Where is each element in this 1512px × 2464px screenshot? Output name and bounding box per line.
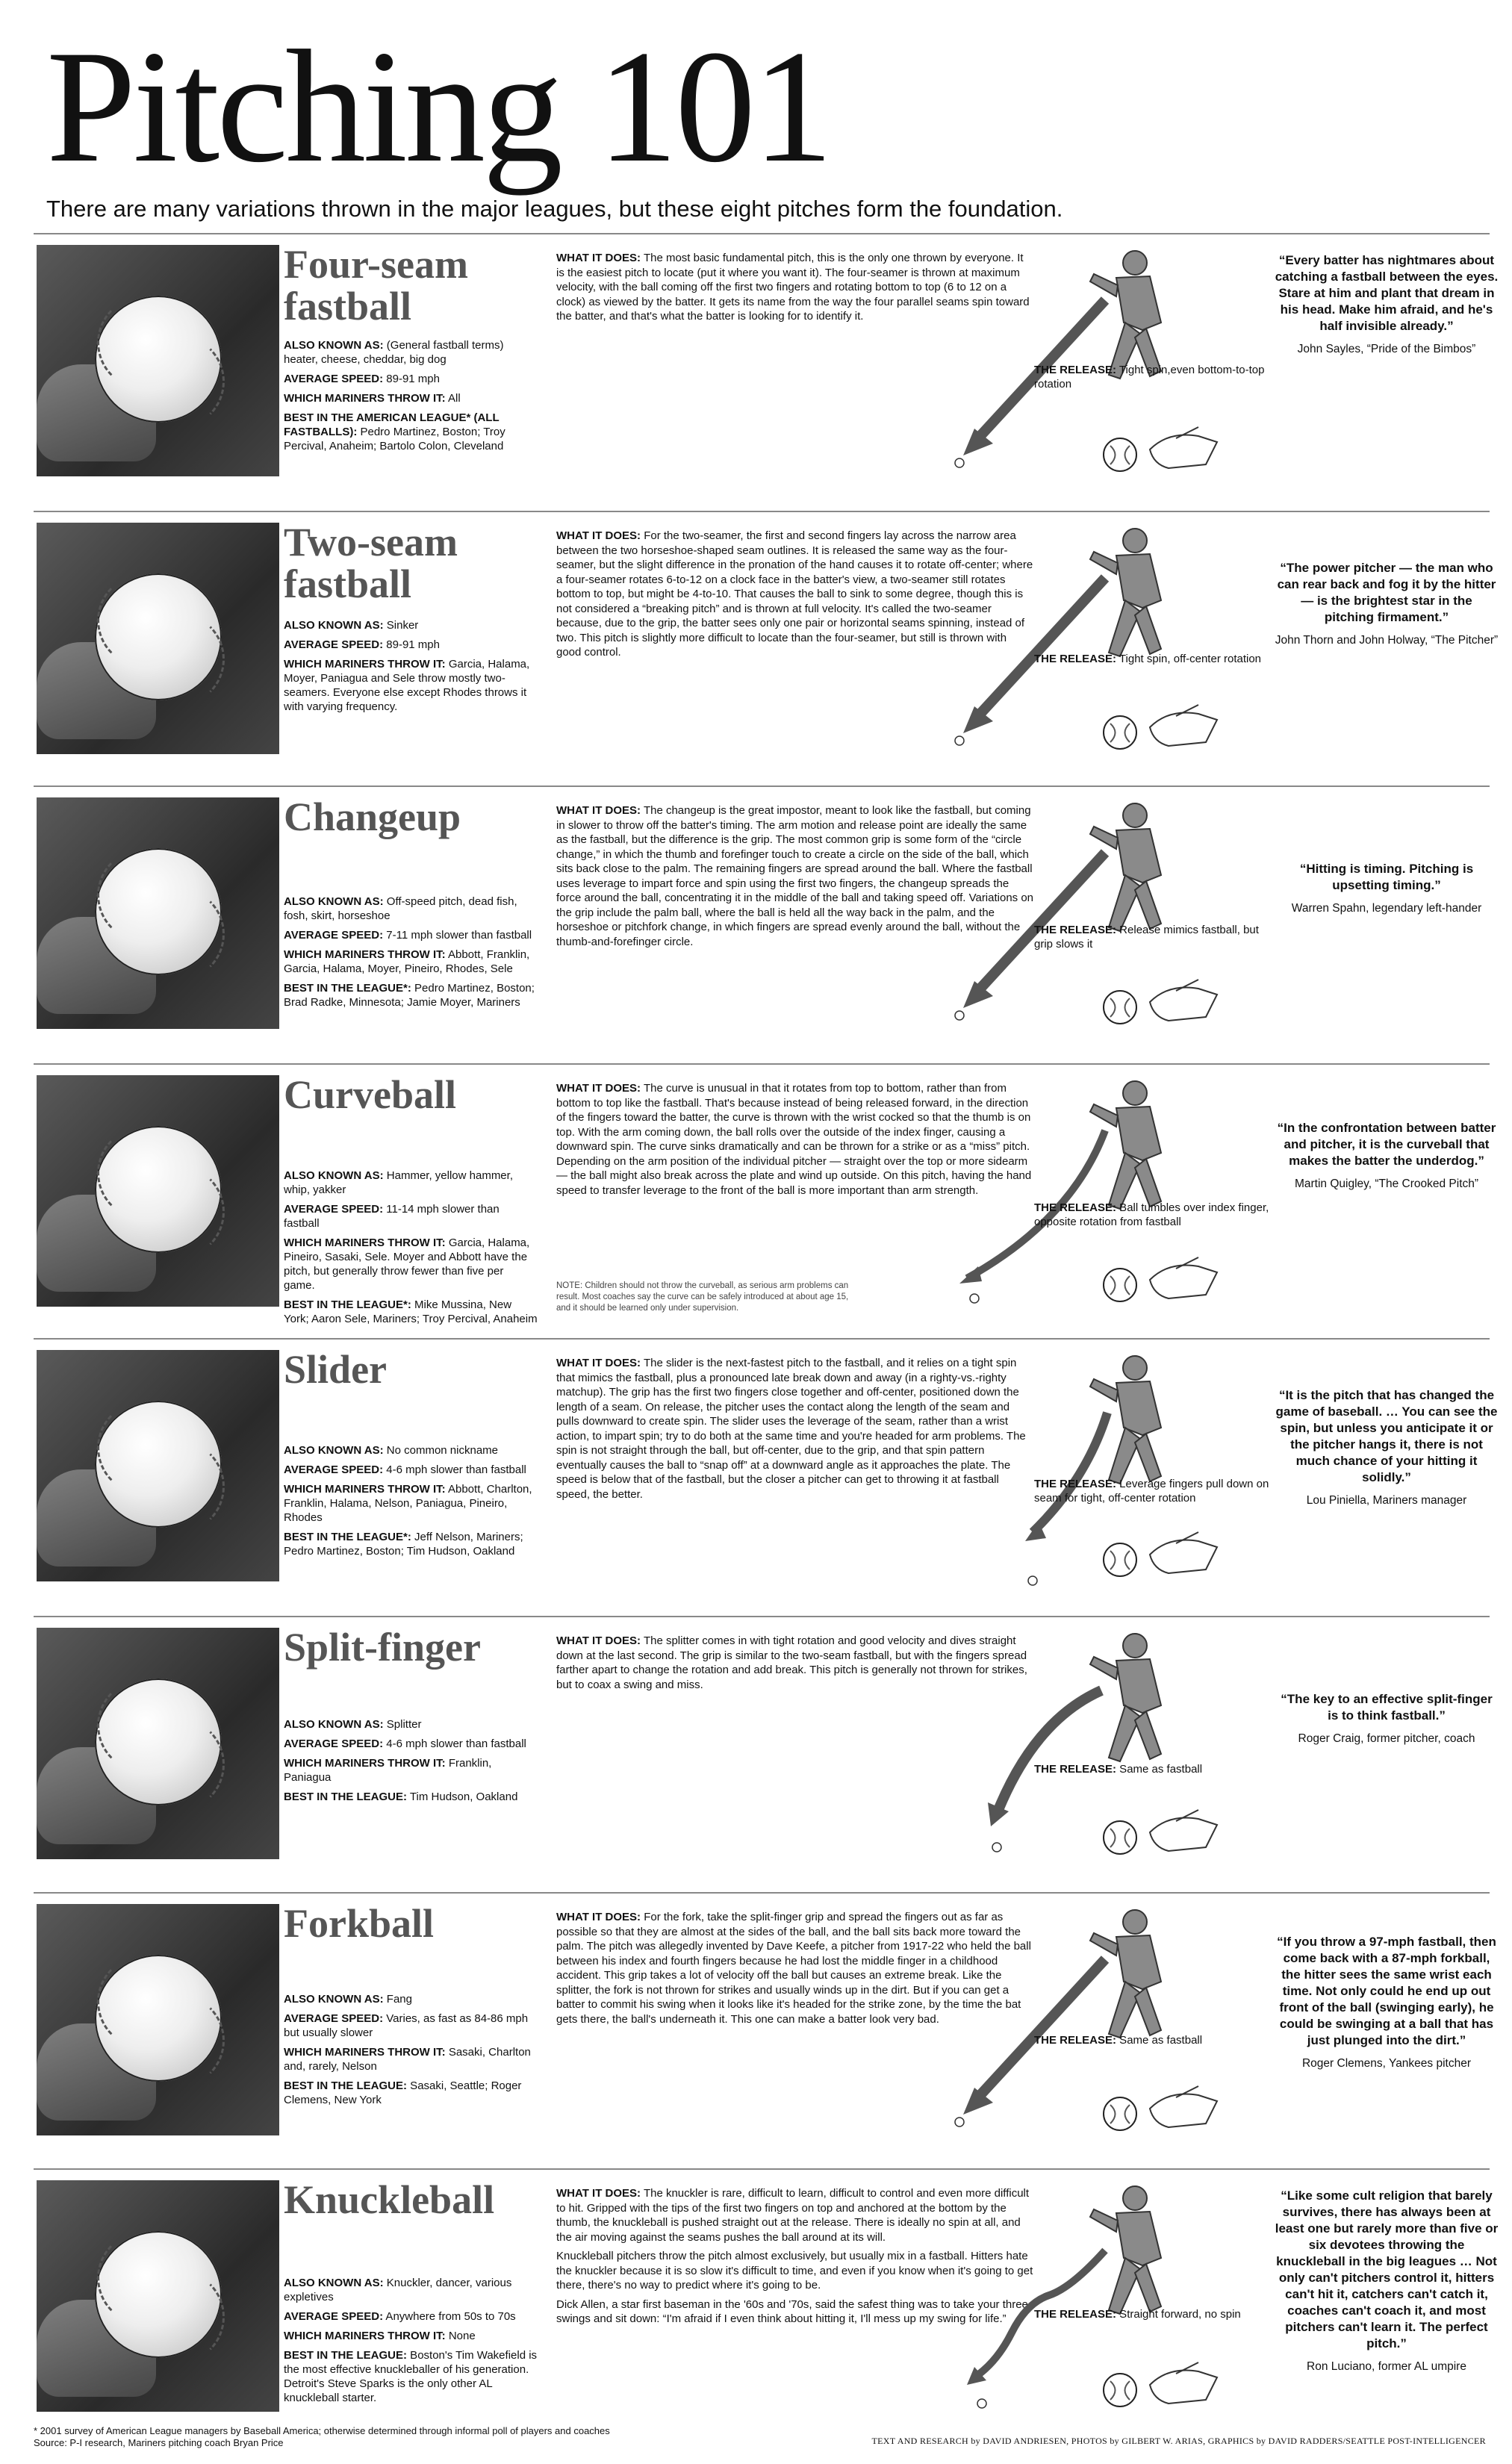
detail-label: ALSO KNOWN AS: [284,1169,384,1182]
pitch-details [284,1717,538,1809]
release-label: THE RELEASE: [1034,1201,1117,1214]
detail-text: Pedro Martinez, Boston; Troy Percival, Anaheim; Bartolo Colon, Cleveland [284,426,505,452]
detail-text: Abbott, Franklin, Garcia, Halama, Moyer, Pineiro, Rhodes, Sele [284,948,530,975]
pitch-details [284,1443,538,1564]
detail-text: Tim Hudson, Oakland [407,1791,518,1803]
what-label: WHAT IT DOES: [556,804,641,817]
release-label: THE RELEASE: [1034,653,1117,665]
detail-row [284,1756,538,1785]
quote-attribution: Ron Luciano, former AL umpire [1307,2360,1466,2373]
release-text [1034,2307,1273,2321]
what-text: The splitter comes in with tight rotation and good velocity and dives straight down at the last second. The grip is similar to the two-seam fastball, but with the fingers spread farther apart to change the rotation and add break. This pitch is generally not thrown for strikes, but to coax a swing and miss. [556,1634,1027,1691]
section-divider [34,1338,1490,1340]
trajectory-arrow [978,853,1105,991]
detail-row [284,2079,538,2107]
what-text: The most basic fundamental pitch, this is the only one thrown by everyone. It is the easiest pitch to locate (put it where you want it). The four-seamer is thrown at maximum velocity, with the ball coming off the first two fingers and rotating bottom to top (6 to 12 on a clock) as viewed by the batter. It gets its name from the way the four parallel seams spin toward the batter, and that's what the batter is looking for to identify it. [556,252,1030,323]
pitch-slider [34,1343,1498,1611]
detail-text: 7-11 mph slower than fastball [383,929,532,942]
quote-attribution: John Sayles, “Pride of the Bimbos” [1297,343,1476,355]
detail-row [284,1530,538,1558]
grip-photo [37,245,279,476]
safety-note: NOTE: Children should not throw the curveball, as serious arm problems can result. Most coaches say the curve can be safely introduced at about age 15, and it should be learned only under supervision. [556,1281,849,1313]
release-ball-icon [1104,991,1136,1024]
release-hand-icon [1150,705,1217,746]
release-text [1034,923,1273,951]
pitcher-icon [1090,1910,1161,2038]
grip-photo [37,2180,279,2412]
section-divider [34,2168,1490,2170]
detail-row [284,948,538,976]
pitch-four-seam-fastball [34,237,1499,506]
detail-text: None [445,2330,476,2342]
detail-label: WHICH MARINERS THROW IT: [284,392,446,405]
baseball-icon [95,1955,222,2082]
trajectory-arrow [978,1959,1105,2097]
detail-label: BEST IN THE LEAGUE*: [284,1531,411,1543]
what-text: The changeup is the great impostor, meant to look like the fastball, but coming in slower to throw off the batter's timing. The arm motion and release point are ideally the same as the fastball, but the difference is the grip. The most common grip is some form of the “circle change,” in which the thumb and forefinger touch to create a circle on the side of the ball, which sits back close to the palm. The remaining fingers are spread around the ball. Where the fastball uses leverage to impart force and spin using the first two fingers, the changeup spreads the force around the ball, concentrating it in the middle of the ball and taking speed off. Variations on the grip include the palm ball, where the ball is held all the way back in the palm, and the horseshoe or pitchfork change, in which fingers are spread evenly around the ball, without the thumb-and-forefinger circle. [556,804,1034,948]
release-label: THE RELEASE: [1034,2308,1117,2321]
detail-text: Jeff Nelson, Mariners; Pedro Martinez, Boston; Tim Hudson, Oakland [284,1531,523,1558]
detail-text: Fang [383,1993,412,2006]
what-label: WHAT IT DOES: [556,252,641,264]
detail-row [284,638,538,652]
detail-row [284,2329,538,2343]
pitcher-figure [847,518,1236,765]
release-desc: Release mimics fastball, but grip slows it [1034,924,1259,951]
detail-label: WHICH MARINERS THROW IT: [284,1483,446,1496]
pitch-knuckleball [34,2173,1499,2442]
release-desc: Tight spin,even bottom-to-top rotation [1034,364,1265,391]
pitcher-figure [847,2176,1236,2422]
detail-label: BEST IN THE LEAGUE*: [284,982,411,995]
detail-text: Sasaki, Charlton and, rarely, Nelson [284,2046,531,2073]
what-text: Dick Allen, a star first baseman in the '60s and '70s, said the safest thing was to take your three swings and sit down: “I'm afraid if I even think about hitting it, I'll mess up my swing for life.” [556,2297,1028,2325]
what-text: For the fork, take the split-finger grip and spread the fingers out as far as possible so that they are almost at the sides of the ball, and the ball sits back more toward the palm. The pitch was allegedly invented by Dave Keefe, a pitcher from 1917-22 who held the ball between his index and fourth fingers because he had lost the middle finger in a childhood accident. This grip takes a lot of velocity off the ball but causes an extreme break. Like the splitter, the fork is not thrown for strikes and usually winds up in the dirt. But if you can get a batter to commit his swing when it looks like it's headed for the strike zone, by the time the bat gets there, the ball's underneath it. This one can make a batter look very bad. [556,1911,1031,2026]
release-ball-icon [1104,1543,1136,1576]
detail-row [284,1717,538,1732]
quote-attribution: Roger Clemens, Yankees pitcher [1301,2057,1471,2070]
what-text: The curve is unusual in that it rotates from top to bottom, rather than from bottom to top like the fastball. That's because instead of being released forward, in the direction of the fingers toward the batter, the curve is thrown with the wrist cocked so that the thumb is on top. With the arm coming down, the ball rolls over the outside of the index finger, causing a downward spin. The curve sinks dramatically and can be thrown for a strike or as a “miss” pitch. Depending on the arm position of the individual pitcher — straight over the top or more sidearm — the ball might also break across the plate and wind up outside. On this pitch, having the hand speed to transfer leverage to the front of the ball is more important than arm strength. [556,1082,1032,1197]
release-hand-icon [1150,1532,1217,1573]
detail-row [284,1298,538,1326]
detail-label: WHICH MARINERS THROW IT: [284,948,446,961]
pitch-quote [1275,861,1499,916]
release-label: THE RELEASE: [1034,924,1117,936]
detail-text: Garcia, Halama, Moyer, Paniagua and Sele throw mostly two-seamers. Everyone else except Rhodes throws it with varying frequency. [284,658,530,713]
detail-label: WHICH MARINERS THROW IT: [284,1236,446,1249]
release-text [1034,363,1273,391]
pitch-quote [1275,1691,1499,1746]
pitcher-icon [1090,529,1161,656]
quote-text: “In the confrontation between batter and pitcher, it is the curveball that makes the batter the underdog.” [1277,1121,1496,1168]
detail-row [284,391,538,405]
detail-text: Anywhere from 50s to 70s [383,2310,516,2323]
detail-label: AVERAGE SPEED: [284,1463,384,1476]
grip-photo [37,1075,279,1307]
quote-text: “The key to an effective split-finger is to think fastball.” [1281,1692,1493,1723]
grip-photo [37,797,279,1029]
what-label: WHAT IT DOES: [556,1911,641,1923]
detail-row [284,1790,538,1804]
detail-label: AVERAGE SPEED: [284,373,384,385]
what-label: WHAT IT DOES: [556,1634,641,1647]
release-ball-icon [1104,716,1136,749]
detail-row [284,1443,538,1457]
grip-photo [37,1350,279,1581]
release-hand-icon [1150,1257,1217,1298]
pitch-name: Slider [284,1347,388,1392]
release-label: THE RELEASE: [1034,364,1117,376]
page-subtitle: There are many variations thrown in the major leagues, but these eight pitches form the foundation. [46,196,1063,222]
quote-text: “Like some cult religion that barely survives, there has always been at least one but rarely more than five or six devotees throwing the knuckleball in the big leagues … Not only can't pitchers control it, hitters can't hit it, catchers can't catch it, coaches can't coach it, and most pitchers can't learn it. The perfect pitch.” [1275,2188,1499,2351]
release-text [1034,1201,1273,1229]
detail-text: 89-91 mph [383,373,440,385]
release-ball-icon [1104,2097,1136,2130]
section-divider [34,1616,1490,1617]
detail-text: Varies, as fast as 84-86 mph but usually slower [284,2012,529,2039]
baseball-icon [95,1126,222,1253]
baseball-icon [95,1679,222,1805]
pitch-quote [1275,252,1499,357]
quote-text: “Every batter has nightmares about catching a fastball between the eyes. Stare at him and plant that dream in his head. Make him afraid, and he's half invisible already.” [1275,253,1499,333]
detail-label: AVERAGE SPEED: [284,929,384,942]
quote-attribution: John Thorn and John Holway, “The Pitcher” [1275,634,1499,647]
detail-row [284,1202,538,1231]
pitch-name: Knuckleball [284,2177,495,2222]
detail-label: BEST IN THE LEAGUE: [284,2349,408,2362]
detail-label: ALSO KNOWN AS: [284,339,384,352]
section-divider [34,511,1490,512]
detail-label: AVERAGE SPEED: [284,638,384,651]
detail-row [284,2276,538,2304]
release-label: THE RELEASE: [1034,1763,1117,1776]
what-text: For the two-seamer, the first and second fingers lay across the narrow area between the two horseshoe-shaped seam outlines. It is released the same way as the four-seamer, but the slight difference in the pronation of the hand causes it to rotate off-center; where a four-seamer rotates 6-to-12 on a clock face in the batter's view, a two-seamer still rotates bottom to top, but might be 4-to-10. That causes the ball to sink to some degree, though this is not considered a “breaking pitch” and is thrown at full velocity. It's called the two-seamer because, due to the grip, the batter sees only one pair or horizontal seams spinning, instead of two. This pitch is slightly more difficult to locate than the four-seamer, but still is thrown with good control. [556,529,1033,659]
detail-text: Abbott, Charlton, Franklin, Halama, Nelson, Paniagua, Pineiro, Rhodes [284,1483,532,1524]
detail-label: WHICH MARINERS THROW IT: [284,2330,446,2342]
detail-label: ALSO KNOWN AS: [284,619,384,632]
detail-label: AVERAGE SPEED: [284,2310,384,2323]
detail-label: AVERAGE SPEED: [284,1737,384,1750]
detail-row [284,618,538,632]
trajectory-arrow [978,578,1105,716]
detail-text: Splitter [383,1718,422,1731]
detail-text: 4-6 mph slower than fastball [383,1463,526,1476]
detail-label: WHICH MARINERS THROW IT: [284,1757,446,1770]
release-text [1034,1477,1273,1505]
ball-marker-icon [992,1843,1001,1852]
detail-text: All [445,392,461,405]
release-label: THE RELEASE: [1034,1478,1117,1490]
detail-row [284,2012,538,2040]
what-label: WHAT IT DOES: [556,1082,641,1095]
what-text: The knuckler is rare, difficult to learn, difficult to control and even more difficult to hit. Gripped with the tips of the first two fingers on top and anchored at the bottom by the thumb, the knuckleball is pushed straight out at the release. There is ideally no spin at all, and the air moving against the seams pushes the ball around at its will. [556,2187,1030,2244]
release-hand-icon [1150,2086,1217,2127]
pitch-name: Split-finger [284,1625,481,1670]
release-hand-icon [1150,427,1217,468]
footnote [34,2425,706,2449]
detail-text: Franklin, Paniagua [284,1757,492,1784]
footnote-source: Source: P-I research, Mariners pitching coach Bryan Price [34,2437,284,2448]
pitcher-figure [847,793,1236,1039]
ball-marker-icon [955,1011,964,1020]
pitch-quote [1275,560,1499,648]
release-desc: Straight forward, no spin [1116,2308,1241,2321]
pitch-details [284,1169,538,1331]
detail-row [284,895,538,923]
pitch-name: Changeup [284,794,461,839]
detail-label: BEST IN THE LEAGUE: [284,2079,408,2092]
detail-row [284,1463,538,1477]
pitch-details [284,2276,538,2410]
detail-text: Mike Mussina, New York; Aaron Sele, Mariners; Troy Percival, Anaheim [284,1298,538,1325]
release-label: THE RELEASE: [1034,2034,1117,2047]
section-divider [34,233,1490,234]
pitcher-icon [1090,251,1161,379]
detail-label: AVERAGE SPEED: [284,1203,384,1216]
baseball-icon [95,573,222,700]
release-ball-icon [1104,438,1136,471]
ball-marker-icon [955,458,964,467]
baseball-icon [95,2231,222,2358]
release-text [1034,2033,1273,2047]
pitch-name: Four-seam fastball [284,242,468,329]
quote-attribution: Lou Piniella, Mariners manager [1306,1494,1467,1507]
ball-marker-icon [1028,1576,1037,1585]
pitch-name: Curveball [284,1072,457,1117]
pitcher-figure [847,1071,1236,1317]
detail-text: No common nickname [383,1444,499,1457]
grip-photo [37,1904,279,2135]
detail-label: ALSO KNOWN AS: [284,1718,384,1731]
quote-text: “Hitting is timing. Pitching is upsetting timing.” [1299,862,1474,892]
detail-label: AVERAGE SPEED: [284,2012,384,2025]
pitch-changeup [34,790,1490,1059]
section-divider [34,1892,1490,1894]
what-label: WHAT IT DOES: [556,2187,641,2200]
detail-row [284,2045,538,2073]
detail-row [284,657,538,714]
what-label: WHAT IT DOES: [556,529,641,542]
release-desc: Same as fastball [1116,1763,1203,1776]
baseball-icon [95,848,222,975]
detail-label: BEST IN THE LEAGUE*: [284,1298,411,1311]
pitcher-icon [1090,803,1161,931]
pitch-name: Two-seam fastball [284,520,458,606]
trajectory-arrow [1033,1413,1107,1532]
pitch-split-finger [34,1620,1493,1889]
pitch-quote [1275,2188,1499,2374]
release-hand-icon [1150,2362,1217,2404]
footnote-survey: * 2001 survey of American League managers by Baseball America; otherwise determined through informal poll of players and coaches [34,2425,610,2436]
detail-row [284,338,538,367]
detail-text: Sinker [383,619,419,632]
detail-label: BEST IN THE LEAGUE: [284,1791,408,1803]
release-desc: Tight spin, off-center rotation [1116,653,1262,665]
pitch-details [284,895,538,1015]
pitch-details [284,1992,538,2112]
release-ball-icon [1104,1821,1136,1854]
quote-text: “If you throw a 97-mph fastball, then come back with a 87-mph forkball, the hitter sees the same wrist each time. Not only could he end up out front of the ball (swinging early), he could be swinging at a ball that has just plunged into the dirt.” [1277,1935,1496,2047]
detail-label: ALSO KNOWN AS: [284,1993,384,2006]
release-text [1034,652,1273,666]
ball-marker-icon [977,2399,986,2408]
detail-row [284,1236,538,1292]
detail-text: Off-speed pitch, dead fish, fosh, skirt, horseshoe [284,895,517,922]
detail-text: 11-14 mph slower than fastball [284,1203,500,1230]
what-text: Knuckleball pitchers throw the pitch almost exclusively, but usually mix in a fastball. Hitters hate the knuckler because it is so slow it's difficult to time, and even if you know when it's going to get there, there's no way to predict where it's going to be. [556,2250,1033,2292]
detail-text: 89-91 mph [383,638,440,651]
page-title: Pitching 101 [46,17,831,196]
detail-row [284,2309,538,2324]
pitcher-figure [847,1900,1236,2146]
detail-row [284,928,538,942]
pitch-quote [1275,1387,1499,1508]
credits: TEXT AND RESEARCH by DAVID ANDRIESEN, PHOTOS by GILBERT W. ARIAS, GRAPHICS by DAVID RADDERS/SEATTLE POST-INTELLIGENCER [871,2436,1486,2446]
release-desc: Leverage fingers pull down on seam for tight, off-center rotation [1034,1478,1269,1505]
release-desc: Same as fastball [1116,2034,1203,2047]
pitcher-figure [847,1345,1236,1592]
release-hand-icon [1150,980,1217,1021]
detail-label: WHICH MARINERS THROW IT: [284,658,446,671]
detail-row [284,1482,538,1525]
grip-photo [37,523,279,754]
trajectory-arrow [997,1690,1101,1814]
pitch-two-seam-fastball [34,515,1499,784]
detail-row [284,372,538,386]
detail-label: ALSO KNOWN AS: [284,2277,384,2289]
ball-marker-icon [955,736,964,745]
pitch-quote [1275,1934,1499,2071]
detail-row [284,411,538,453]
detail-label: WHICH MARINERS THROW IT: [284,2046,446,2059]
detail-text: Garcia, Halama, Pineiro, Sasaki, Sele. Moyer and Abbott have the pitch, but generally throw fewer than five per game. [284,1236,530,1292]
pitcher-icon [1090,1634,1161,1761]
pitch-curveball [34,1068,1496,1337]
pitcher-figure [847,1623,1236,1870]
detail-label: BEST IN THE AMERICAN LEAGUE* (ALL FASTBALLS): [284,411,500,438]
grip-photo [37,1628,279,1859]
release-ball-icon [1104,2374,1136,2407]
release-desc: Ball tumbles over index finger, opposite rotation from fastball [1034,1201,1269,1228]
detail-text: Boston's Tim Wakefield is the most effective knuckleballer of his generation. Detroit's Steve Sparks is the only other AL knuckleball starter. [284,2349,538,2404]
detail-text: (General fastball terms) heater, cheese, cheddar, big dog [284,339,504,366]
release-ball-icon [1104,1269,1136,1301]
quote-text: “The power pitcher — the man who can rear back and fog it by the hitter — is the brightest star in the pitching firmament.” [1277,561,1496,624]
ball-marker-icon [970,1294,979,1303]
detail-row [284,2348,538,2405]
section-divider [34,785,1490,787]
quote-text: “It is the pitch that has changed the game of baseball. … You can see the spin, but unless you anticipate it or the pitcher hangs it, there is not much chance of your hitting it solidly.” [1275,1388,1498,1484]
detail-text: Pedro Martinez, Boston; Brad Radke, Minnesota; Jamie Moyer, Mariners [284,982,535,1009]
detail-label: ALSO KNOWN AS: [284,895,384,908]
what-text: The slider is the next-fastest pitch to the fastball, and it relies on a tight spin that mimics the fastball, plus a pronounced late break down and away (in a righty-vs.-righty matchup). The grip has the first two fingers close together and off-center, positioned down the length of a seam. On release, the pitcher uses the contact along the length of the seam and pulls downward to create spin. The slider uses the leverage of the seam, rather than a wrist action, to impart spin; try to do both at the same time and you're headed for arm problems. The spin is not straight through the ball, but off-center, due to the grip, and that spin pattern eventually causes the ball to “snap off” at a downward angle as it approaches the plate. The speed is below that of the fastball, but the closer a pitcher can get to throwing it at fastball speed, the better. [556,1357,1026,1501]
quote-attribution: Roger Craig, former pitcher, coach [1298,1732,1475,1745]
detail-label: ALSO KNOWN AS: [284,1444,384,1457]
detail-text: 4-6 mph slower than fastball [383,1737,526,1750]
detail-text: Hammer, yellow hammer, whip, yakker [284,1169,513,1196]
quote-attribution: Martin Quigley, “The Crooked Pitch” [1294,1177,1479,1190]
pitch-forkball [34,1897,1496,2165]
pitch-details [284,618,538,719]
detail-row [284,981,538,1009]
pitch-name: Forkball [284,1901,435,1946]
detail-text: Sasaki, Seattle; Roger Clemens, New York [284,2079,522,2106]
ball-marker-icon [955,2118,964,2127]
detail-row [284,1737,538,1751]
baseball-icon [95,296,222,423]
release-text [1034,1762,1273,1776]
detail-row [284,1169,538,1197]
section-divider [34,1063,1490,1065]
what-label: WHAT IT DOES: [556,1357,641,1369]
baseball-icon [95,1401,222,1528]
quote-attribution: Warren Spahn, legendary left-hander [1291,902,1482,915]
pitch-quote [1275,1120,1499,1192]
pitch-details [284,338,538,458]
detail-text: Knuckler, dancer, various expletives [284,2277,512,2303]
release-hand-icon [1150,1810,1217,1851]
detail-row [284,1992,538,2006]
